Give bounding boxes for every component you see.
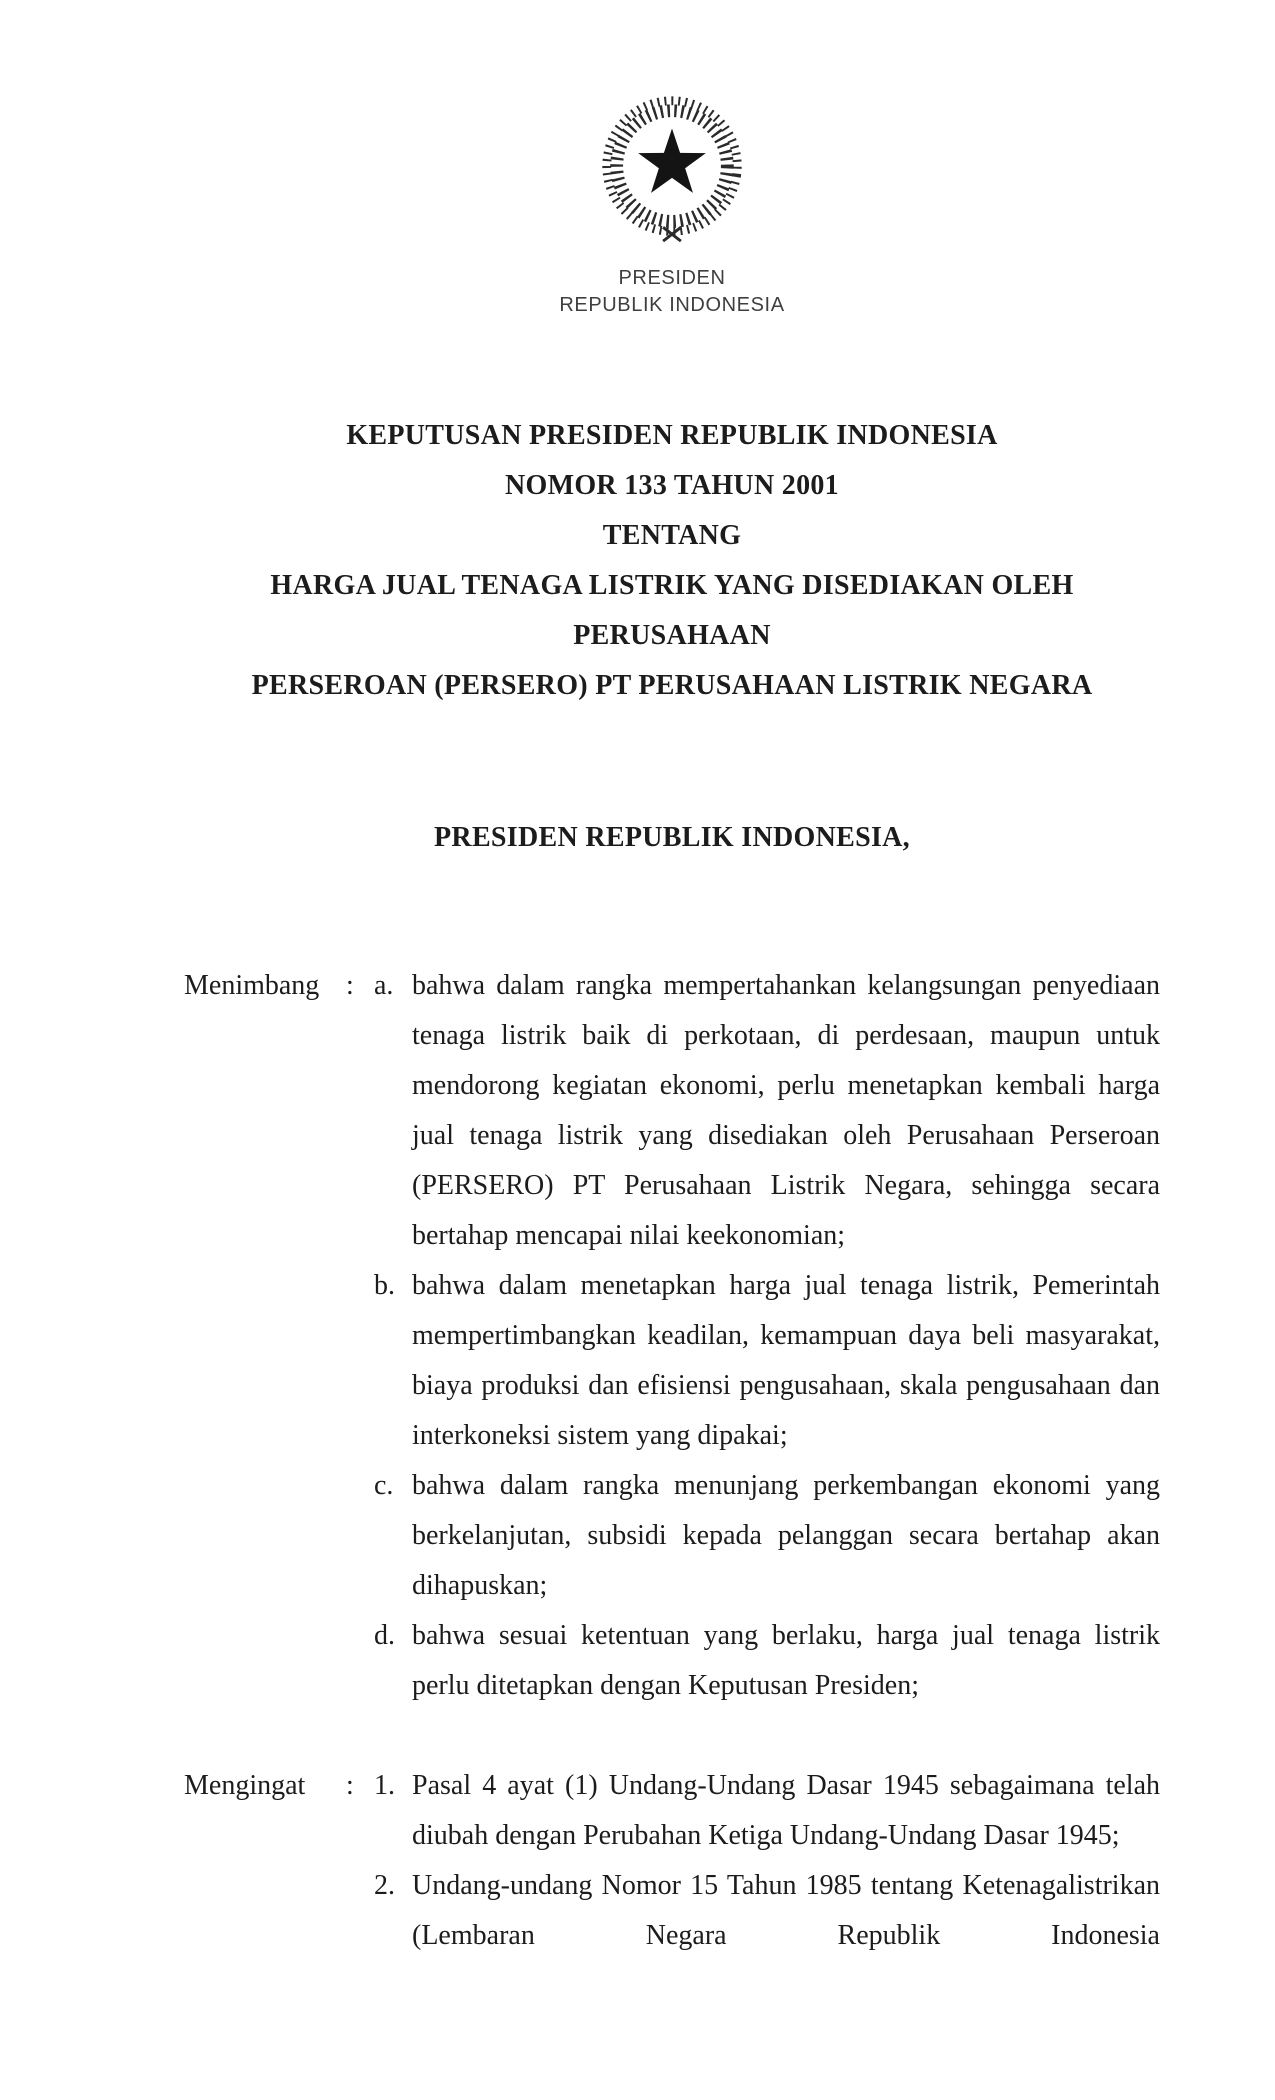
list-item xyxy=(374,1861,1160,1961)
list-item xyxy=(374,961,1160,1261)
list-item xyxy=(374,1461,1160,1611)
mengingat-colon: : xyxy=(346,1770,354,1801)
ribbon-icon xyxy=(663,227,681,241)
mengingat-items xyxy=(374,1761,1160,1961)
presidential-seal-icon xyxy=(588,85,756,253)
item-text: bahwa sesuai ketentuan yang berlaku, harga jual tenaga listrik perlu ditetapkan dengan Keputusan Presiden; xyxy=(412,1620,1160,1701)
item-text: bahwa dalam menetapkan harga jual tenaga listrik, Pemerintah mempertimbangkan keadilan, kemampuan daya beli masyarakat, biaya produksi dan efisiensi pengusahaan, skala pengusahaan dan interkoneksi sistem yang dipakai; xyxy=(412,1270,1160,1451)
list-item xyxy=(374,1261,1160,1461)
document-title xyxy=(184,411,1160,711)
item-marker: c. xyxy=(374,1470,394,1501)
section-mengingat xyxy=(184,1761,1160,1961)
letterhead-republik-indonesia: REPUBLIK INDONESIA xyxy=(559,294,785,316)
national-emblem xyxy=(184,85,1160,253)
item-text: Undang-undang Nomor 15 Tahun 1985 tentang Ketenagalistrikan (Lembaran Negara Republik Indonesia xyxy=(412,1870,1160,1951)
menimbang-colon: : xyxy=(346,970,354,1001)
title-line-1: KEPUTUSAN PRESIDEN REPUBLIK INDONESIA xyxy=(346,420,998,451)
item-marker: b. xyxy=(374,1270,395,1301)
salutation: PRESIDEN REPUBLIK INDONESIA, xyxy=(434,822,910,853)
section-menimbang xyxy=(184,961,1160,1711)
item-marker: d. xyxy=(374,1620,395,1651)
item-text: bahwa dalam rangka mempertahankan kelangsungan penyediaan tenaga listrik baik di perkotaan, di perdesaan, maupun untuk mendorong kegiatan ekonomi, perlu menetapkan kembali harga jual tenaga listrik yang disediakan oleh Perusahaan Perseroan (PERSERO) PT Perusahaan Listrik Negara, sehingga secara bertahap mencapai nilai keekonomian; xyxy=(412,970,1160,1251)
title-line-5: PERUSAHAAN xyxy=(573,620,771,651)
menimbang-label: Menimbang xyxy=(184,970,320,1001)
title-line-3: TENTANG xyxy=(602,520,742,551)
item-text: Pasal 4 ayat (1) Undang-Undang Dasar 1945 sebagaimana telah diubah dengan Perubahan Ketiga Undang-Undang Dasar 1945; xyxy=(412,1770,1160,1851)
item-marker: 2. xyxy=(374,1870,395,1901)
title-line-2: NOMOR 133 TAHUN 2001 xyxy=(505,470,839,501)
title-line-4: HARGA JUAL TENAGA LISTRIK YANG DISEDIAKAN OLEH xyxy=(270,570,1074,601)
list-item xyxy=(374,1611,1160,1711)
item-marker: 1. xyxy=(374,1770,395,1801)
mengingat-label: Mengingat xyxy=(184,1770,306,1801)
item-marker: a. xyxy=(374,970,394,1001)
letterhead-presiden: PRESIDEN xyxy=(618,267,726,289)
letterhead xyxy=(184,265,1160,319)
list-item xyxy=(374,1761,1160,1861)
star-icon xyxy=(638,128,706,192)
item-text: bahwa dalam rangka menunjang perkembangan ekonomi yang berkelanjutan, subsidi kepada pelanggan secara bertahap akan dihapuskan; xyxy=(412,1470,1160,1601)
menimbang-items xyxy=(374,961,1160,1711)
title-line-6: PERSEROAN (PERSERO) PT PERUSAHAAN LISTRIK NEGARA xyxy=(251,670,1093,701)
